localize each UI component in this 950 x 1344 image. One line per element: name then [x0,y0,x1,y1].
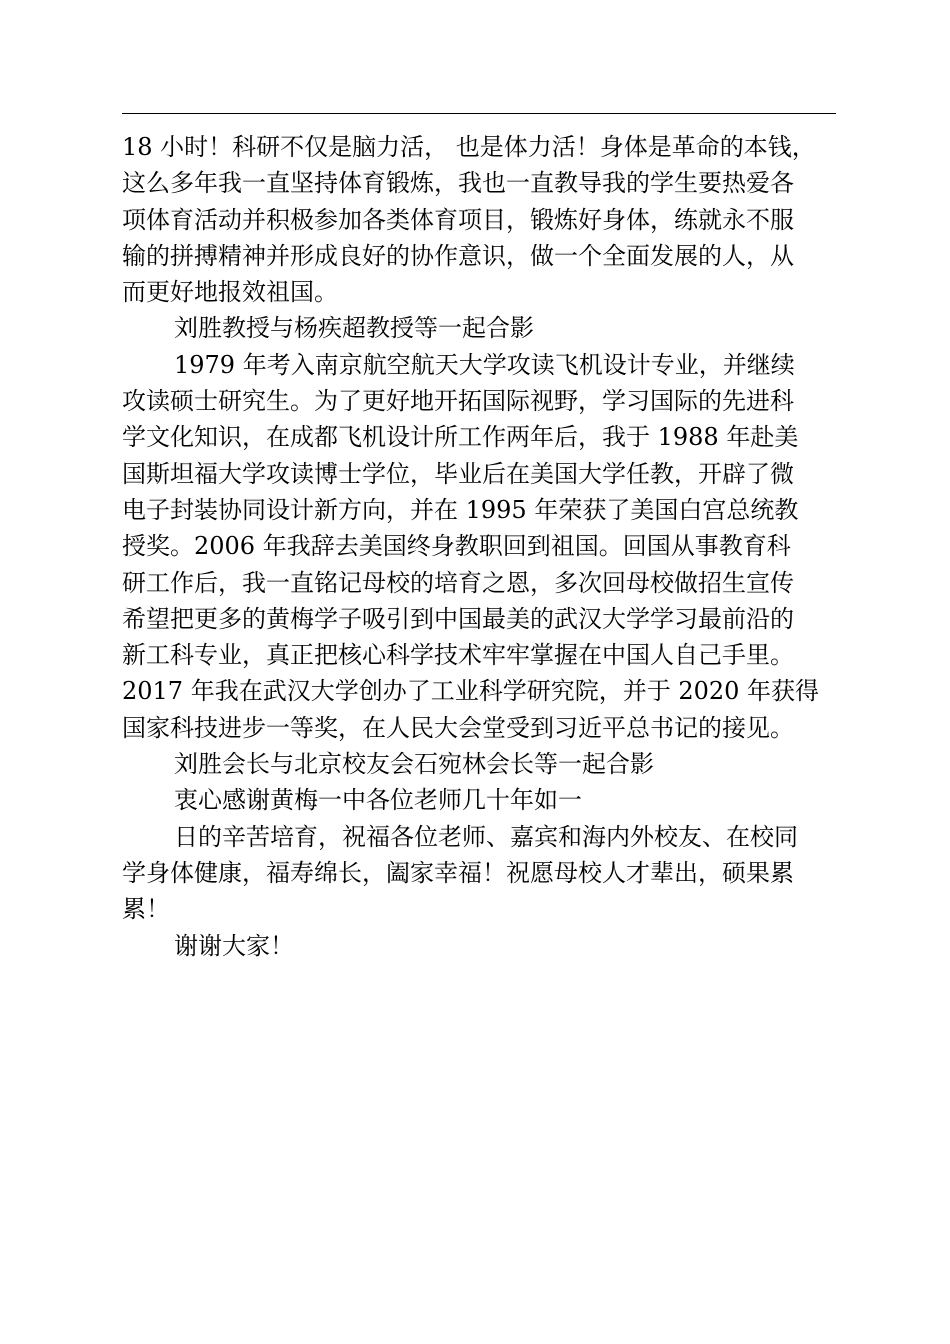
text-line: 学身体健康，福寿绵长，阖家幸福！祝愿母校人才辈出，硕果累 [122,858,794,887]
text-line: 研工作后，我一直铭记母校的培育之恩，多次回母校做招生宣传 [122,568,794,597]
text-line: 项体育活动并积极参加各类体育项目，锻炼好身体，练就永不服 [122,205,794,234]
photo-caption: 刘胜教授与杨疾超教授等一起合影 [174,314,534,343]
text-line: 国斯坦福大学攻读博士学位，毕业后在美国大学任教，开辟了微 [122,459,794,488]
text-line: 输的拼搏精神并形成良好的协作意识，做一个全面发展的人，从 [122,241,794,270]
paragraph-start: 衷心感谢黄梅一中各位老师几十年如一 [174,786,582,815]
photo-caption: 刘胜会长与北京校友会石宛林会长等一起合影 [174,750,654,779]
text-line: 18 小时！科研不仅是脑力活， 也是体力活！身体是革命的本钱， [122,133,816,161]
text-line: 希望把更多的黄梅学子吸引到中国最美的武汉大学学习最前沿的 [122,604,794,633]
text-line: 攻读硕士研究生。为了更好地开拓国际视野，学习国际的先进科 [122,387,794,416]
text-line: 新工科专业，真正把核心科学技术牢牢掌握在中国人自己手里。 [122,641,794,670]
text-line: 电子封装协同设计新方向，并在 1995 年荣获了美国白宫总统教 [122,495,799,524]
text-line: 累！ [122,895,170,924]
text-line: 这么多年我一直坚持体育锻炼，我也一直教导我的学生要热爱各 [122,169,794,198]
header-rule [122,113,836,114]
text-line: 国家科技进步一等奖，在人民大会堂受到习近平总书记的接见。 [122,713,794,742]
text-line: 2017 年我在武汉大学创办了工业科学研究院，并于 2020 年获得 [122,677,820,706]
document-body [122,129,862,964]
text-line: 而更好地报效祖国。 [122,278,338,307]
paragraph-start: 1979 年考入南京航空航天大学攻读飞机设计专业，并继续 [174,350,795,379]
closing-line: 谢谢大家！ [174,931,294,960]
text-line: 授奖。2006 年我辞去美国终身教职回到祖国。回国从事教育科 [122,532,791,561]
paragraph-start: 日的辛苦培育，祝福各位老师、嘉宾和海内外校友、在校同 [174,822,798,851]
text-line: 学文化知识，在成都飞机设计所工作两年后，我于 1988 年赴美 [122,423,799,452]
